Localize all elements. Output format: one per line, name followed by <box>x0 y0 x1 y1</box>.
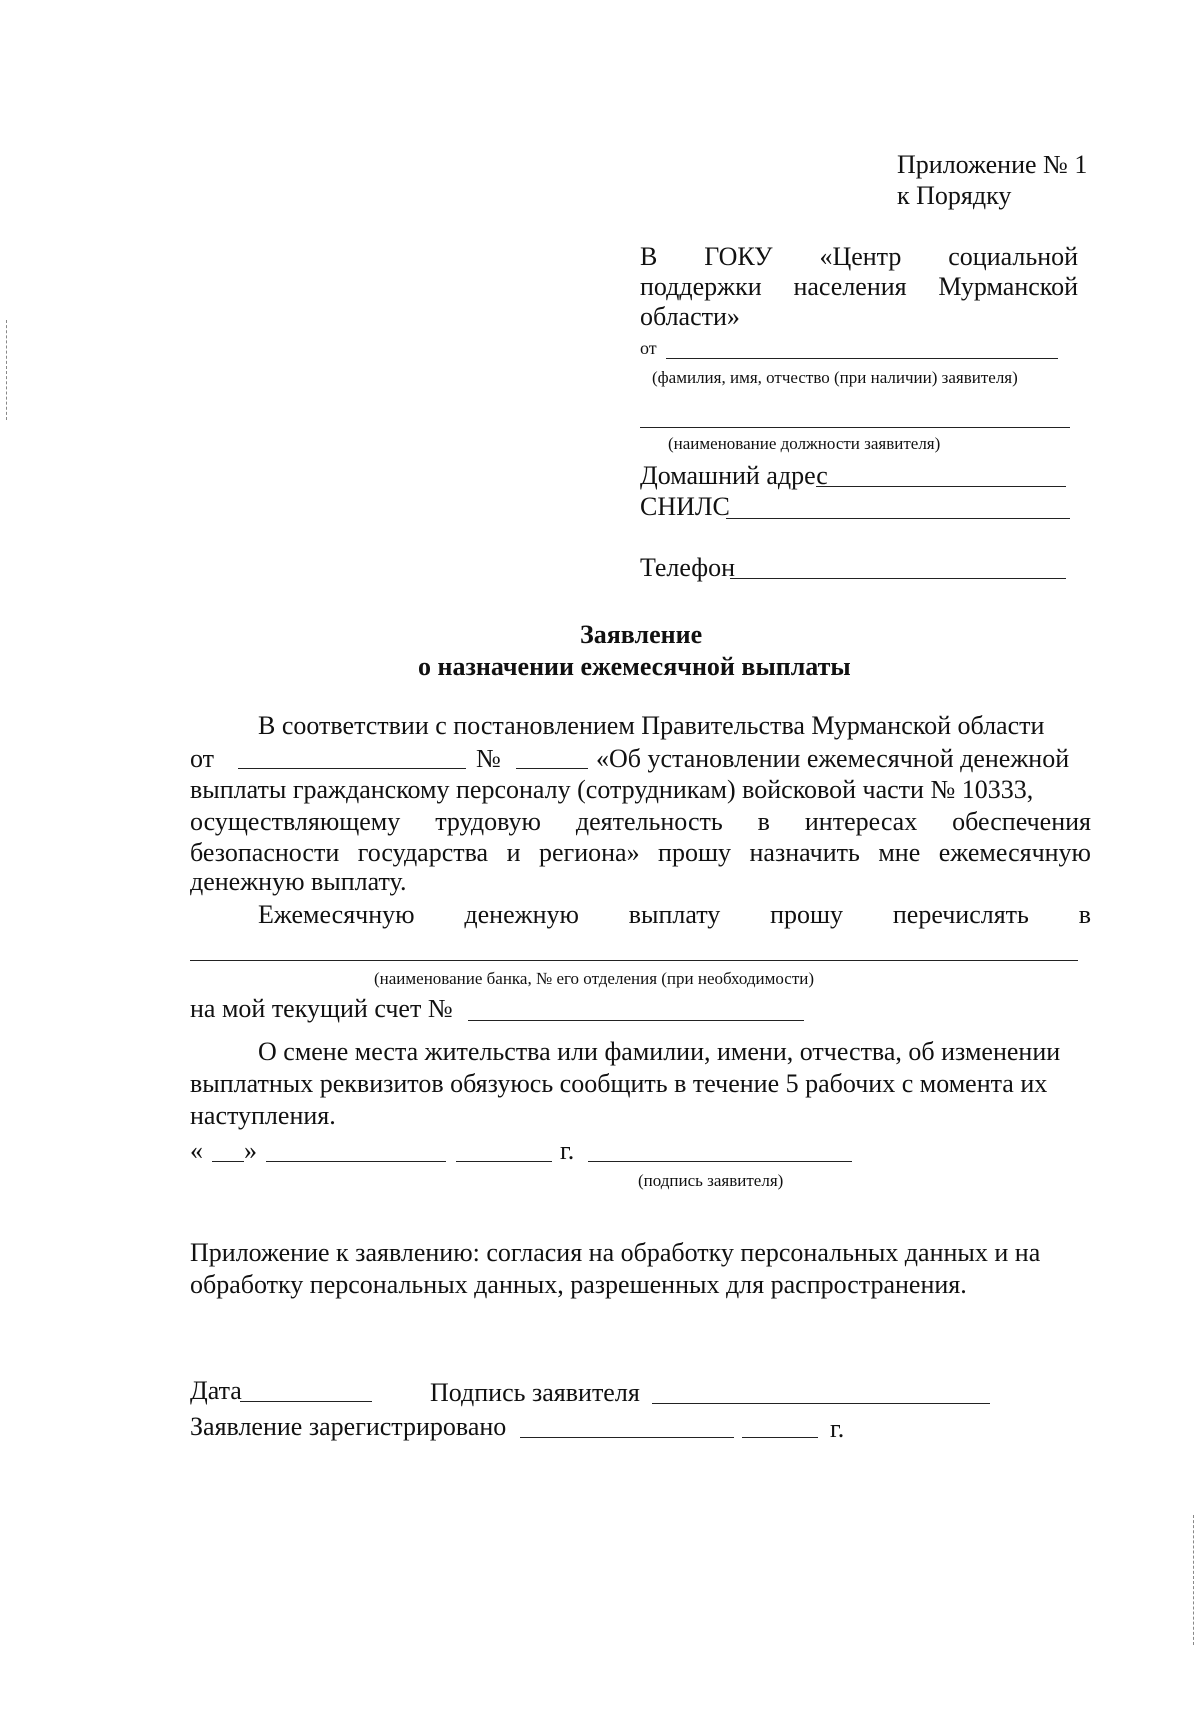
p1-line-6: денежную выплату. <box>190 867 407 896</box>
appendix-line-1: Приложение № 1 <box>897 150 1088 179</box>
position-line[interactable] <box>640 427 1070 428</box>
attachment-line-1: Приложение к заявлению: согласия на обработку персональных данных и на <box>190 1238 1041 1267</box>
p2-line-1: Ежемесячную денежную выплату прошу перечислять в <box>258 900 1091 929</box>
date-open-quote: « <box>190 1136 203 1165</box>
p1-line-4: осуществляющему трудовую деятельность в интересах обеспечения <box>190 807 1091 836</box>
address-line[interactable] <box>816 486 1066 487</box>
date-year-line[interactable] <box>456 1161 552 1162</box>
position-caption: (наименование должности заявителя) <box>668 434 941 453</box>
footer-registered-year-line[interactable] <box>742 1437 818 1438</box>
p3-line-2: выплатных реквизитов обязуюсь сообщить в течение 5 рабочих с момента их <box>190 1069 1048 1098</box>
document-subtitle: о назначении ежемесячной выплаты <box>418 652 851 681</box>
account-label: на мой текущий счет № <box>190 994 453 1023</box>
from-label: от <box>640 338 657 358</box>
p1-line-3: выплаты гражданскому персоналу (сотрудникам) войсковой части № 10333, <box>190 775 1034 804</box>
p1-number-label: № <box>476 744 501 773</box>
phone-label: Телефон <box>640 553 736 582</box>
from-caption: (фамилия, имя, отчество (при наличии) заявителя) <box>652 368 1018 387</box>
p1-date-line[interactable] <box>238 768 466 769</box>
p1-line-2-rest: «Об установлении ежемесячной денежной <box>596 744 1070 773</box>
footer-signature-line[interactable] <box>652 1403 990 1404</box>
footer-date-line[interactable] <box>240 1401 372 1402</box>
snils-label: СНИЛС <box>640 492 730 521</box>
footer-registered-date-line[interactable] <box>520 1437 734 1438</box>
address-label: Домашний адрес <box>640 461 828 490</box>
date-day-line[interactable] <box>212 1161 244 1162</box>
p3-line-1: О смене места жительства или фамилии, имени, отчества, об изменении <box>258 1037 1061 1066</box>
p3-line-3: наступления. <box>190 1101 336 1130</box>
bank-line[interactable] <box>190 960 1078 961</box>
recipient-line-1: В ГОКУ «Центр социальной <box>640 242 1079 271</box>
footer-year-suffix: г. <box>830 1414 845 1443</box>
date-month-line[interactable] <box>266 1161 446 1162</box>
date-close-quote: » <box>244 1136 257 1165</box>
scan-edge-mark-left <box>6 320 7 420</box>
snils-line[interactable] <box>726 518 1070 519</box>
p1-from-label: от <box>190 744 215 773</box>
p1-line-5: безопасности государства и региона» прошу назначить мне ежемесячную <box>190 838 1091 867</box>
attachment-line-2: обработку персональных данных, разрешенных для распространения. <box>190 1270 967 1299</box>
signature-line[interactable] <box>588 1161 852 1162</box>
from-line[interactable] <box>666 358 1058 359</box>
appendix-line-2: к Порядку <box>897 181 1012 210</box>
document-title: Заявление <box>580 620 703 649</box>
signature-caption: (подпись заявителя) <box>638 1171 784 1190</box>
footer-registered-label: Заявление зарегистрировано <box>190 1412 507 1441</box>
p1-line-1: В соответствии с постановлением Правительства Мурманской области <box>258 711 1045 740</box>
footer-signature-label: Подпись заявителя <box>430 1378 640 1407</box>
recipient-line-3: области» <box>640 302 740 331</box>
account-line[interactable] <box>468 1020 804 1021</box>
bank-caption: (наименование банка, № его отделения (при необходимости) <box>374 969 815 988</box>
phone-line[interactable] <box>730 578 1066 579</box>
scan-edge-mark-right <box>1193 1515 1194 1645</box>
p1-number-line[interactable] <box>516 768 588 769</box>
date-year-suffix: г. <box>560 1136 575 1165</box>
footer-date-label: Дата <box>190 1376 242 1405</box>
recipient-line-2: поддержки населения Мурманской <box>640 272 1078 301</box>
